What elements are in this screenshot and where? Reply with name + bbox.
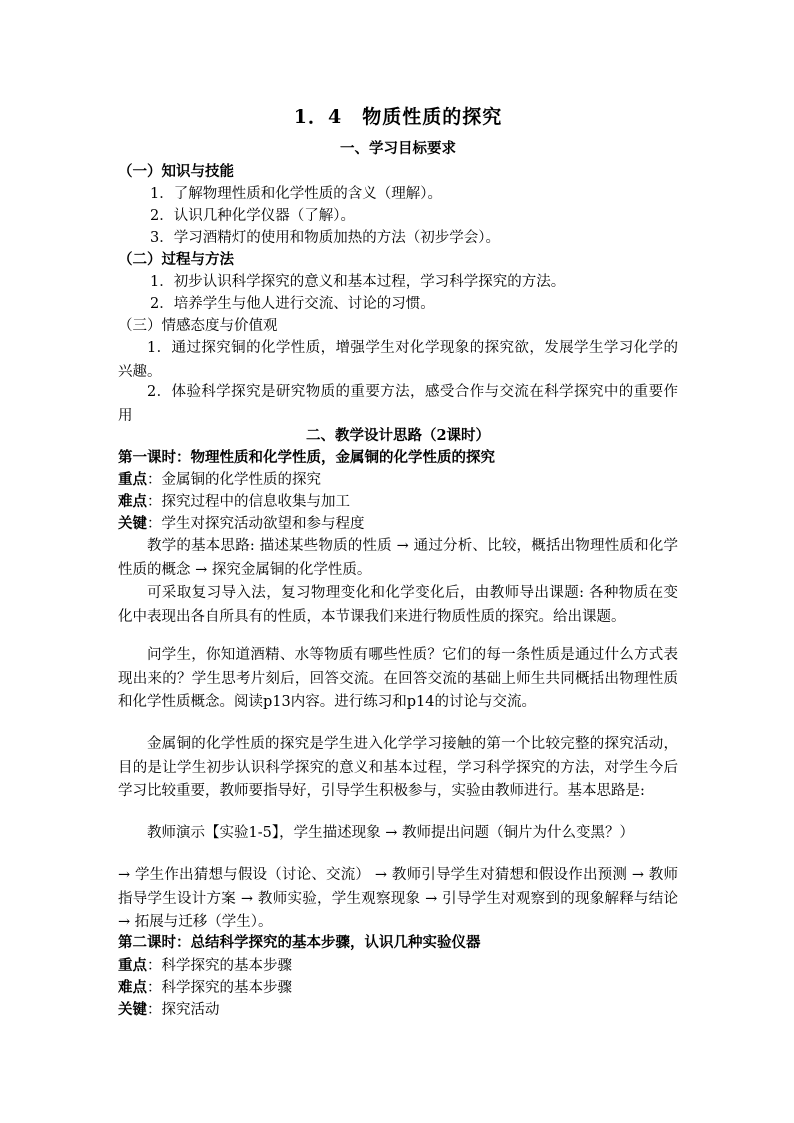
difficulty-label: 难点: [118, 979, 147, 996]
crux-label: 关键: [118, 515, 147, 532]
lesson2-key-point: [118, 955, 678, 977]
crux-text: ：探究活动: [147, 1002, 220, 1018]
crux-text: ：学生对探究活动欲望和参与程度: [147, 516, 365, 532]
sub1-item-2: 2．认识几种化学仪器（了解）。: [150, 208, 355, 224]
lesson1-difficulty: [118, 491, 678, 513]
sub3-item-1: 1．通过探究铜的化学性质，增强学生对化学现象的探究欲，发展学生学习化学的兴趣。: [118, 340, 678, 380]
difficulty-label: 难点: [118, 493, 147, 510]
lesson1-key-point: [118, 469, 678, 491]
sub3-heading: （三）情感态度与价值观: [118, 318, 278, 334]
key-point-text: ：金属铜的化学性质的探究: [147, 472, 321, 488]
lesson1-paragraph-5: 教师演示【实验1-5】，学生描述现象 → 教师提出问题（铜片为什么变黑？）: [147, 825, 634, 841]
key-point-label: 重点: [118, 471, 147, 488]
difficulty-text: ：探究过程中的信息收集与加工: [147, 494, 350, 510]
sub3-item-2: 2．体验科学探究是研究物质的重要方法，感受合作与交流在科学探究中的重要作用: [118, 384, 678, 424]
sub2-item-1: 1．初步认识科学探究的意义和基本过程，学习科学探究的方法。: [150, 274, 566, 290]
lesson1-paragraph-2: 可采取复习导入法，复习物理变化和化学变化后，由教师导出课题: 各种物质在变化中表现出各自所具有的性质，本节课我们来进行物质性质的探究。给出课题。: [118, 585, 678, 625]
key-point-text: ：科学探究的基本步骤: [147, 958, 292, 974]
sub1-item-1: 1．了解物理性质和化学性质的含义（理解）。: [150, 186, 442, 202]
section2-heading: 二、教学设计思路（2课时）: [305, 427, 491, 444]
lesson1-paragraph-3: 问学生，你知道酒精、水等物质有哪些性质？它们的每一条性质是通过什么方式表现出来的？学生思考片刻后，回答交流。在回答交流的基础上师生共同概括出物理性质和化学性质概念。阅读p13内容。进行练习和p14的讨论与交流。: [118, 647, 678, 710]
lesson1-crux: [118, 513, 678, 535]
section1-heading: 一、学习目标要求: [340, 140, 456, 157]
lesson2-heading: 第二课时：总结科学探究的基本步骤，认识几种实验仪器: [118, 934, 481, 951]
lesson2-crux: [118, 999, 678, 1021]
key-point-label: 重点: [118, 957, 147, 974]
sub2-heading: （二）过程与方法: [118, 251, 234, 268]
sub1-item-3: 3．学习酒精灯的使用和物质加热的方法（初步学会）。: [150, 230, 500, 246]
lesson1-paragraph-4: 金属铜的化学性质的探究是学生进入化学学习接触的第一个比较完整的探究活动，目的是让学生初步认识科学探究的意义和基本过程，学习科学探究的方法，对学生今后学习比较重要，教师要指导好，引导学生积极参与，实验由教师进行。基本思路是:: [118, 736, 678, 799]
sub2-item-2: 2．培养学生与他人进行交流、讨论的习惯。: [150, 296, 435, 312]
sub1-heading: （一）知识与技能: [118, 163, 234, 180]
lesson1-heading: 第一课时：物理性质和化学性质，金属铜的化学性质的探究: [118, 449, 495, 466]
crux-label: 关键: [118, 1001, 147, 1018]
lesson1-paragraph-1: 教学的基本思路: 描述某些物质的性质 → 通过分析、比较，概括出物理性质和化学性质的概念 → 探究金属铜的化学性质。: [118, 538, 678, 578]
difficulty-text: ：科学探究的基本步骤: [147, 980, 292, 996]
page-title: 1．4 物质性质的探究: [293, 106, 503, 128]
lesson1-paragraph-6: → 学生作出猜想与假设（讨论、交流） → 教师引导学生对猜想和假设作出预测 → 教师指导学生设计方案 → 教师实验，学生观察现象 → 引导学生对观察到的现象解释与结论 → 拓展与迁移（学生）。: [118, 867, 678, 930]
lesson2-difficulty: [118, 977, 678, 999]
